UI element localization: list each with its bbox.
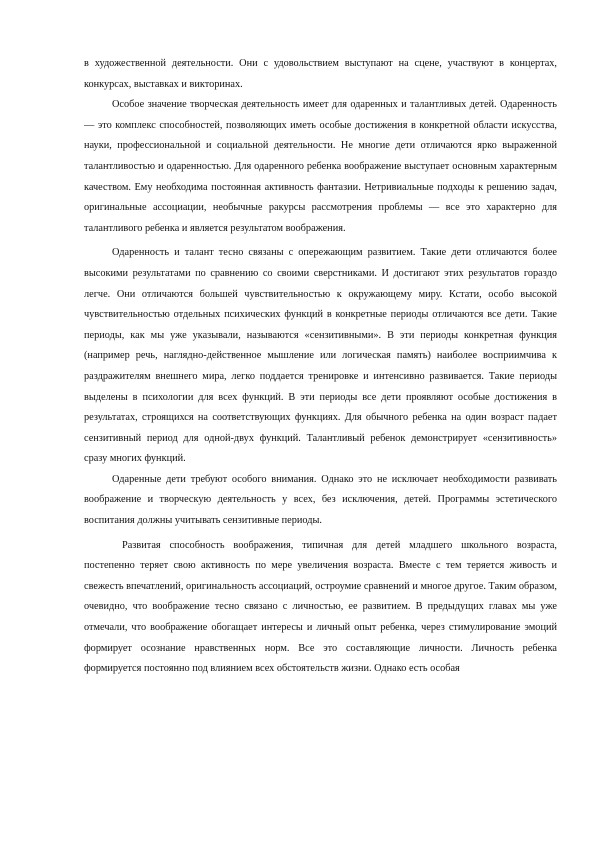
document-body: [84, 54, 557, 680]
paragraph-3: Одаренность и талант тесно связаны с опережающим развитием. Такие дети отличаются более высокими результатами по сравнению со своими сверстниками. И достигают этих результатов гораздо легче. Они отличаются большей чувствительностью к окружающему миру. Кстати, особо высокой чувствительностью отдельных психических функций в конкретные периоды отличаются все дети. Такие периоды, как мы уже указывали, называются «сензитивными». В эти периоды конкретная функция (например речь, наглядно-действенное мышление или логическая память) наиболее восприимчива к раздражителям внешнего мира, легко поддается тренировке и интенсивно развивается. Такие периоды выделены в психологии для всех функций. В эти периоды все дети проявляют особые достижения в результатах, строящихся на соответствующих функциях. Для обычного ребенка на один возраст падает сензитивный период для одной-двух функций. Талантливый ребенок демонстрирует «сензитивность» сразу многих функций.: [84, 247, 557, 465]
paragraph-2: Особое значение творческая деятельность имеет для одаренных и талантливых детей. Одаренность — это комплекс способностей, позволяющих иметь особые достижения в конкретной области искусства, науки, профессиональной и социальной деятельности. Не многие дети отличаются ярко выраженной талантливостью и одаренностью. Для одаренного ребенка воображение выступает основным характерным качеством. Ему необходима постоянная активность фантазии. Нетривиальные подходы к решению задач, оригинальные ассоциации, необычные ракурсы рассмотрения проблемы — все это характерно для талантливого ребенка и является результатом воображения.: [84, 99, 557, 234]
paragraph-5: Развитая способность воображения, типичная для детей младшего школьного возраста, постепенно теряет свою активность по мере увеличения возраста. Вместе с тем теряется живость и свежесть впечатлений, оригинальность ассоциаций, остроумие сравнений и многое другое. Таким образом, очевидно, что воображение тесно связано с личностью, ее развитием. В предыдущих главах мы уже отмечали, что воображение обогащает интересы и личный опыт ребенка, через стимулирование эмоций формирует осознание нравственных норм. Все это составляющие личности. Личность ребенка формируется постоянно под влиянием всех обстоятельств жизни. Однако есть особая: [84, 539, 557, 675]
paragraph-1: в художественной деятельности. Они с удовольствием выступают на сцене, участвуют в концертах, конкурсах, выставках и викторинах.: [84, 58, 557, 90]
paragraph-4: Одаренные дети требуют особого внимания. Однако это не исключает необходимости развивать воображение и творческую деятельность у всех, без исключения, детей. Программы эстетического воспитания должны учитывать сензитивные периоды.: [84, 473, 557, 527]
